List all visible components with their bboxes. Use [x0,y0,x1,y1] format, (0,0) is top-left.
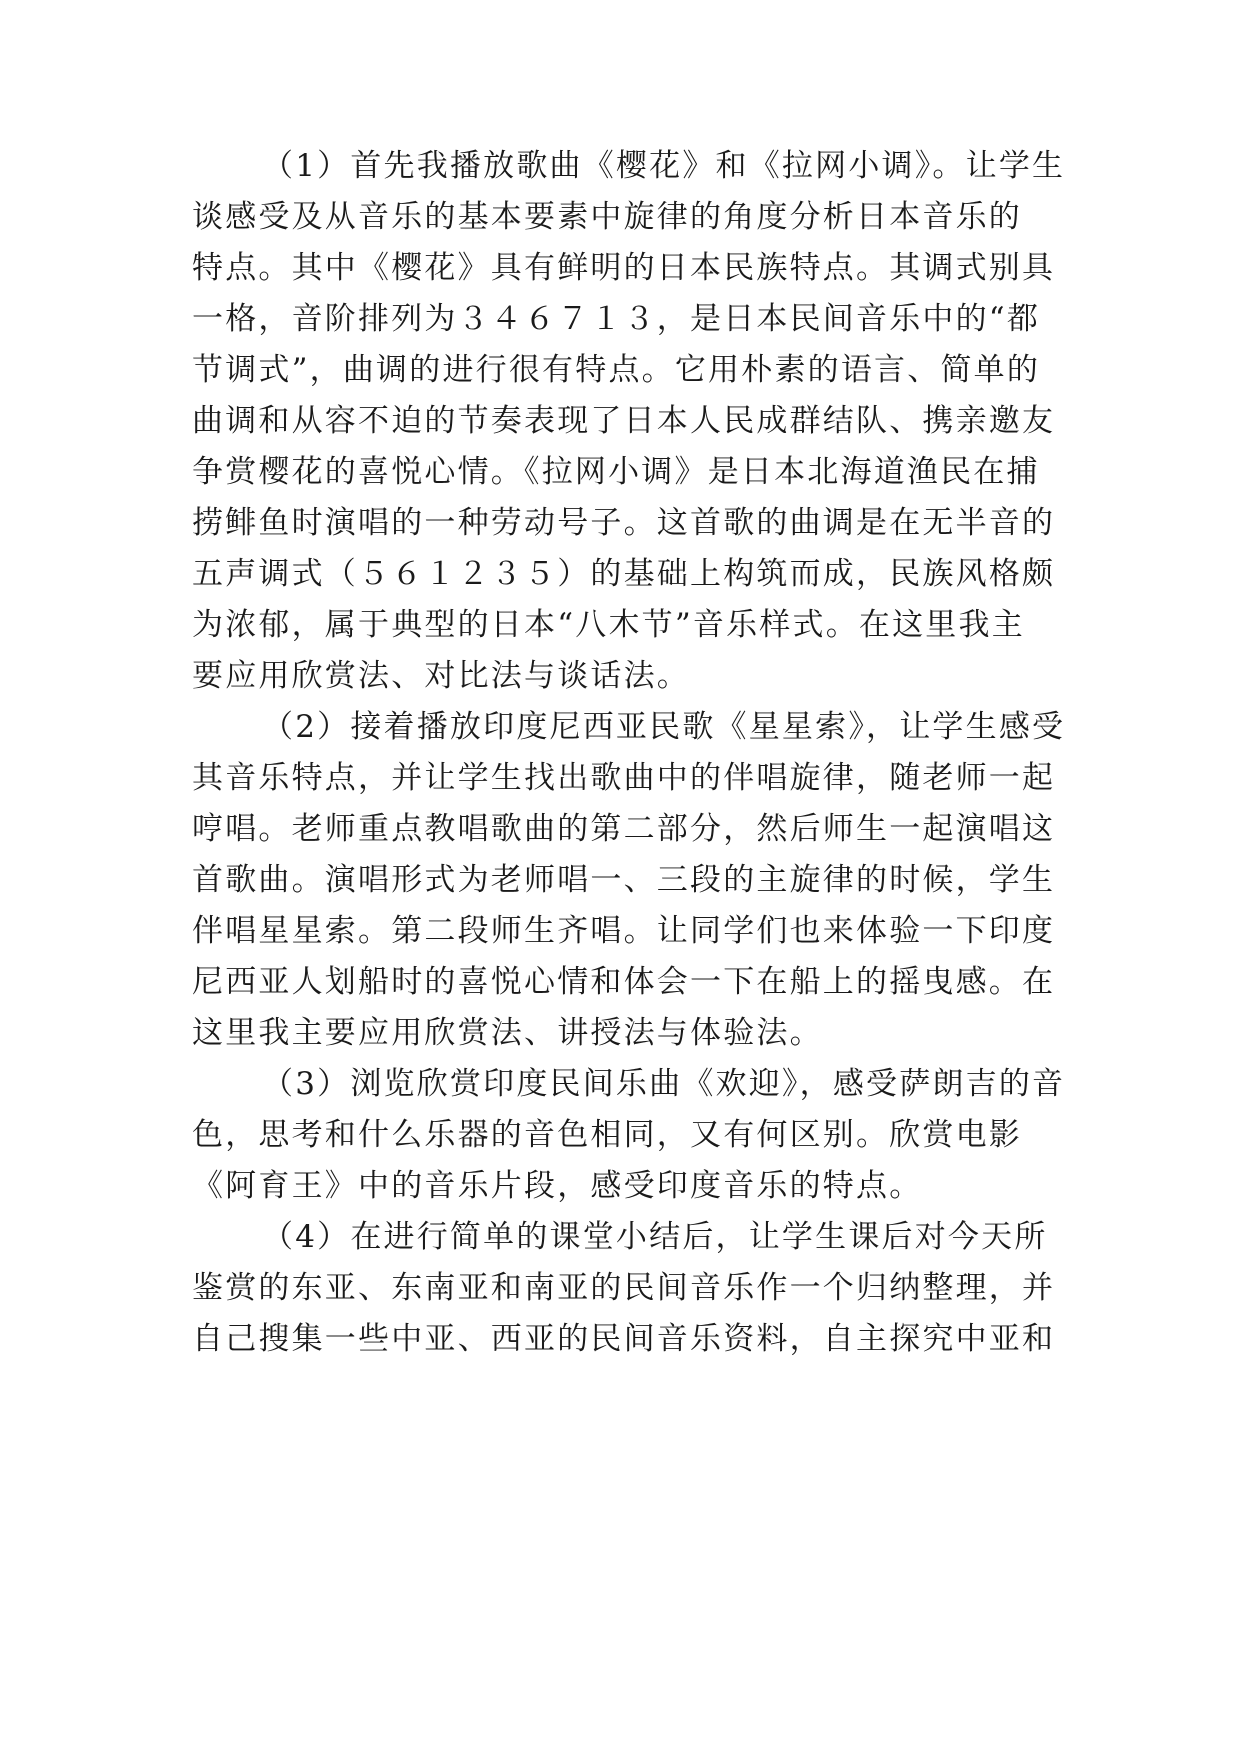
paragraph-4-line-3: 自己搜集一些中亚、西亚的民间音乐资料，自主探究中亚和 [192,1321,1056,1357]
paragraph-1-line-4: 一格，音阶排列为３４６７１３，是日本民间音乐中的“都 [192,301,1041,337]
paragraph-1-line-2: 谈感受及从音乐的基本要素中旋律的角度分析日本音乐的 [192,199,1022,235]
paragraph-1-line-10: 为浓郁，属于典型的日本“八木节”音乐样式。在这里我主 [192,607,1025,643]
paragraph-3-line-3: 《阿育王》中的音乐片段，感受印度音乐的特点。 [192,1168,923,1204]
paragraph-4-line-1: （4）在进行简单的课堂小结后，让学生课后对今天所 [262,1219,1048,1255]
paragraph-2-line-6: 尼西亚人划船时的喜悦心情和体会一下在船上的摇曳感。在 [192,964,1056,1000]
paragraph-2-line-2: 其音乐特点，并让学生找出歌曲中的伴唱旋律，随老师一起 [192,760,1056,796]
paragraph-1-line-11: 要应用欣赏法、对比法与谈话法。 [192,658,690,694]
paragraph-1-line-7: 争赏樱花的喜悦心情。《拉网小调》是日本北海道渔民在捕 [192,454,1040,490]
paragraph-1-line-8: 捞鲱鱼时演唱的一种劳动号子。这首歌的曲调是在无半音的 [192,505,1056,541]
paragraph-2-line-7: 这里我主要应用欣赏法、讲授法与体验法。 [192,1015,823,1051]
paragraph-1-line-9: 五声调式（５６１２３５）的基础上构筑而成，民族风格颇 [192,556,1056,592]
paragraph-1-line-3: 特点。其中《樱花》具有鲜明的日本民族特点。其调式别具 [192,250,1056,286]
paragraph-1-line-6: 曲调和从容不迫的节奏表现了日本人民成群结队、携亲邀友 [192,403,1056,439]
paragraph-2-line-1: （2）接着播放印度尼西亚民歌《星星索》，让学生感受 [262,709,1066,745]
paragraph-3-line-2: 色，思考和什么乐器的音色相同，又有何区别。欣赏电影 [192,1117,1022,1153]
paragraph-2-line-3: 哼唱。老师重点教唱歌曲的第二部分，然后师生一起演唱这 [192,811,1056,847]
paragraph-4-line-2: 鉴赏的东亚、东南亚和南亚的民间音乐作一个归纳整理，并 [192,1270,1056,1306]
paragraph-1-line-5: 节调式”，曲调的进行很有特点。它用朴素的语言、简单的 [192,352,1041,388]
paragraph-1-line-1: （1）首先我播放歌曲《樱花》和《拉网小调》。让学生 [262,148,1066,184]
paragraph-2-line-4: 首歌曲。演唱形式为老师唱一、三段的主旋律的时候，学生 [192,862,1056,898]
paragraph-2-line-5: 伴唱星星索。第二段师生齐唱。让同学们也来体验一下印度 [192,913,1056,949]
paragraph-3-line-1: （3）浏览欣赏印度民间乐曲《欢迎》，感受萨朗吉的音 [262,1066,1066,1102]
